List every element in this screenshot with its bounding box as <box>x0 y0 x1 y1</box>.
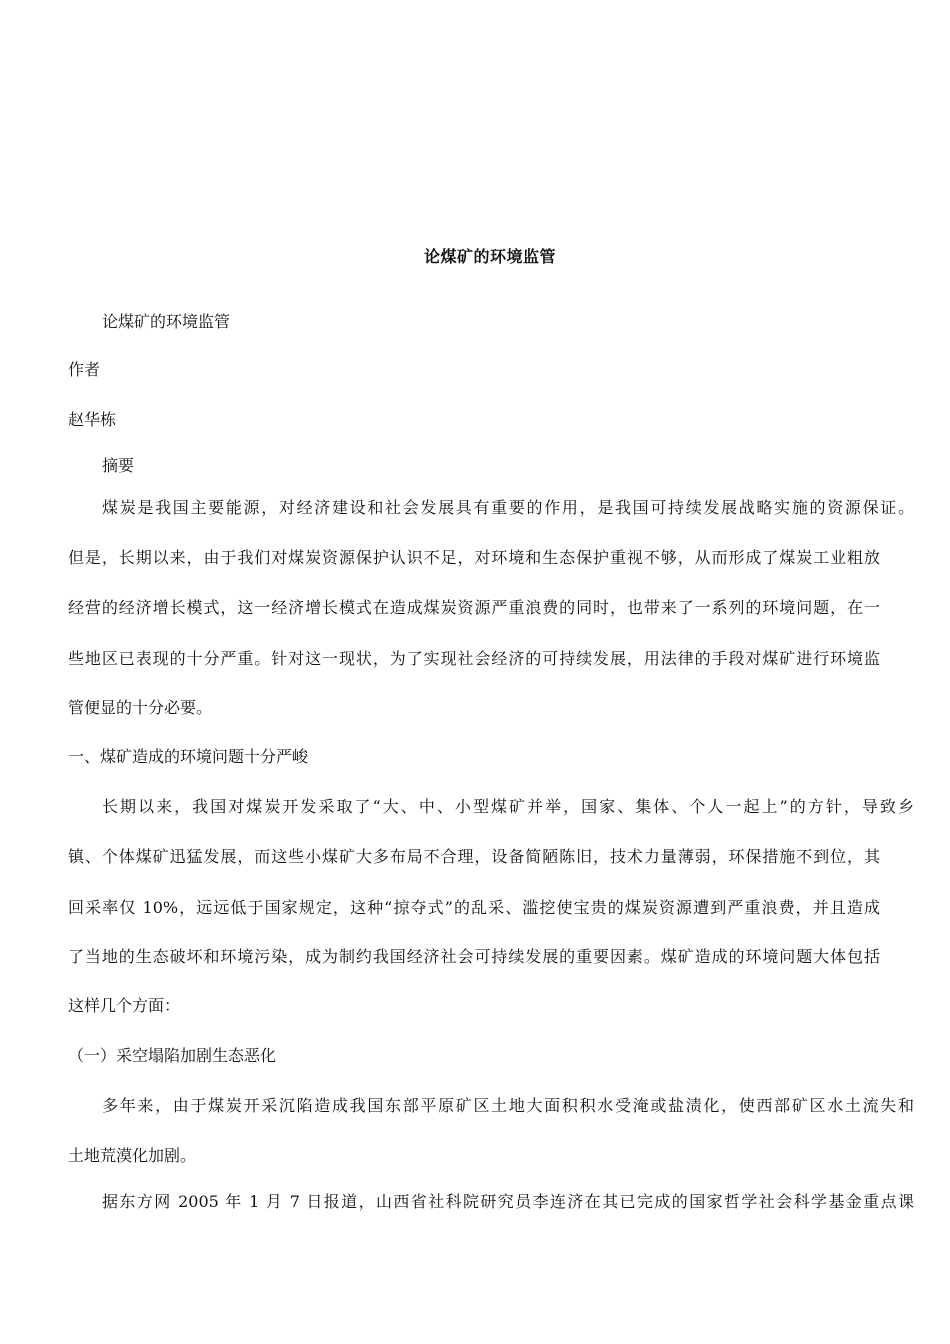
paragraph-line: 回采率仅 10%，远远低于国家规定，这种“掠夺式”的乱采、滥挖使宝贵的煤炭资源遭到严重浪费，并且造成 <box>68 898 880 917</box>
paragraph-line: 煤炭是我国主要能源，对经济建设和社会发展具有重要的作用，是我国可持续发展战略实施的资源保证。 <box>102 498 914 517</box>
document-title: 论煤矿的环境监管 <box>423 247 556 266</box>
paragraph-line: 多年来，由于煤炭开采沉陷造成我国东部平原矿区土地大面积积水受淹或盐渍化，使西部矿区水土流失和 <box>102 1096 914 1115</box>
subsection-heading: （一）采空塌陷加剧生态恶化 <box>68 1046 277 1065</box>
paragraph-line: 长期以来，我国对煤炭开发采取了“大、中、小型煤矿并举，国家、集体、个人一起上”的方针，导致乡 <box>102 797 914 816</box>
abstract-heading: 摘要 <box>102 456 135 475</box>
section-heading: 一、煤矿造成的环境问题十分严峻 <box>68 747 309 766</box>
paragraph-line: 了当地的生态破坏和环境污染，成为制约我国经济社会可持续发展的重要因素。煤矿造成的环境问题大体包括 <box>68 947 880 966</box>
paragraph-line: 镇、个体煤矿迅猛发展，而这些小煤矿大多布局不合理，设备简陋陈旧，技术力量薄弱，环保措施不到位，其 <box>68 847 880 866</box>
paragraph-line: 据东方网 2005 年 1 月 7 日报道，山西省社科院研究员李连济在其已完成的国家哲学社会科学基金重点课 <box>102 1192 914 1211</box>
author-label: 作者 <box>68 360 101 379</box>
paragraph-line: 管便显的十分必要。 <box>68 698 213 717</box>
author-name: 赵华栋 <box>68 410 117 429</box>
paragraph-line: 经营的经济增长模式，这一经济增长模式在造成煤炭资源严重浪费的同时，也带来了一系列的环境问题，在一 <box>68 598 880 617</box>
subtitle-line: 论煤矿的环境监管 <box>102 312 231 331</box>
paragraph-line: 这样几个方面： <box>68 996 181 1015</box>
paragraph-line: 土地荒漠化加剧。 <box>68 1146 197 1165</box>
paragraph-line: 但是，长期以来，由于我们对煤炭资源保护认识不足，对环境和生态保护重视不够，从而形成了煤炭工业粗放 <box>68 548 880 567</box>
paragraph-line: 些地区已表现的十分严重。针对这一现状，为了实现社会经济的可持续发展，用法律的手段对煤矿进行环境监 <box>68 649 880 668</box>
